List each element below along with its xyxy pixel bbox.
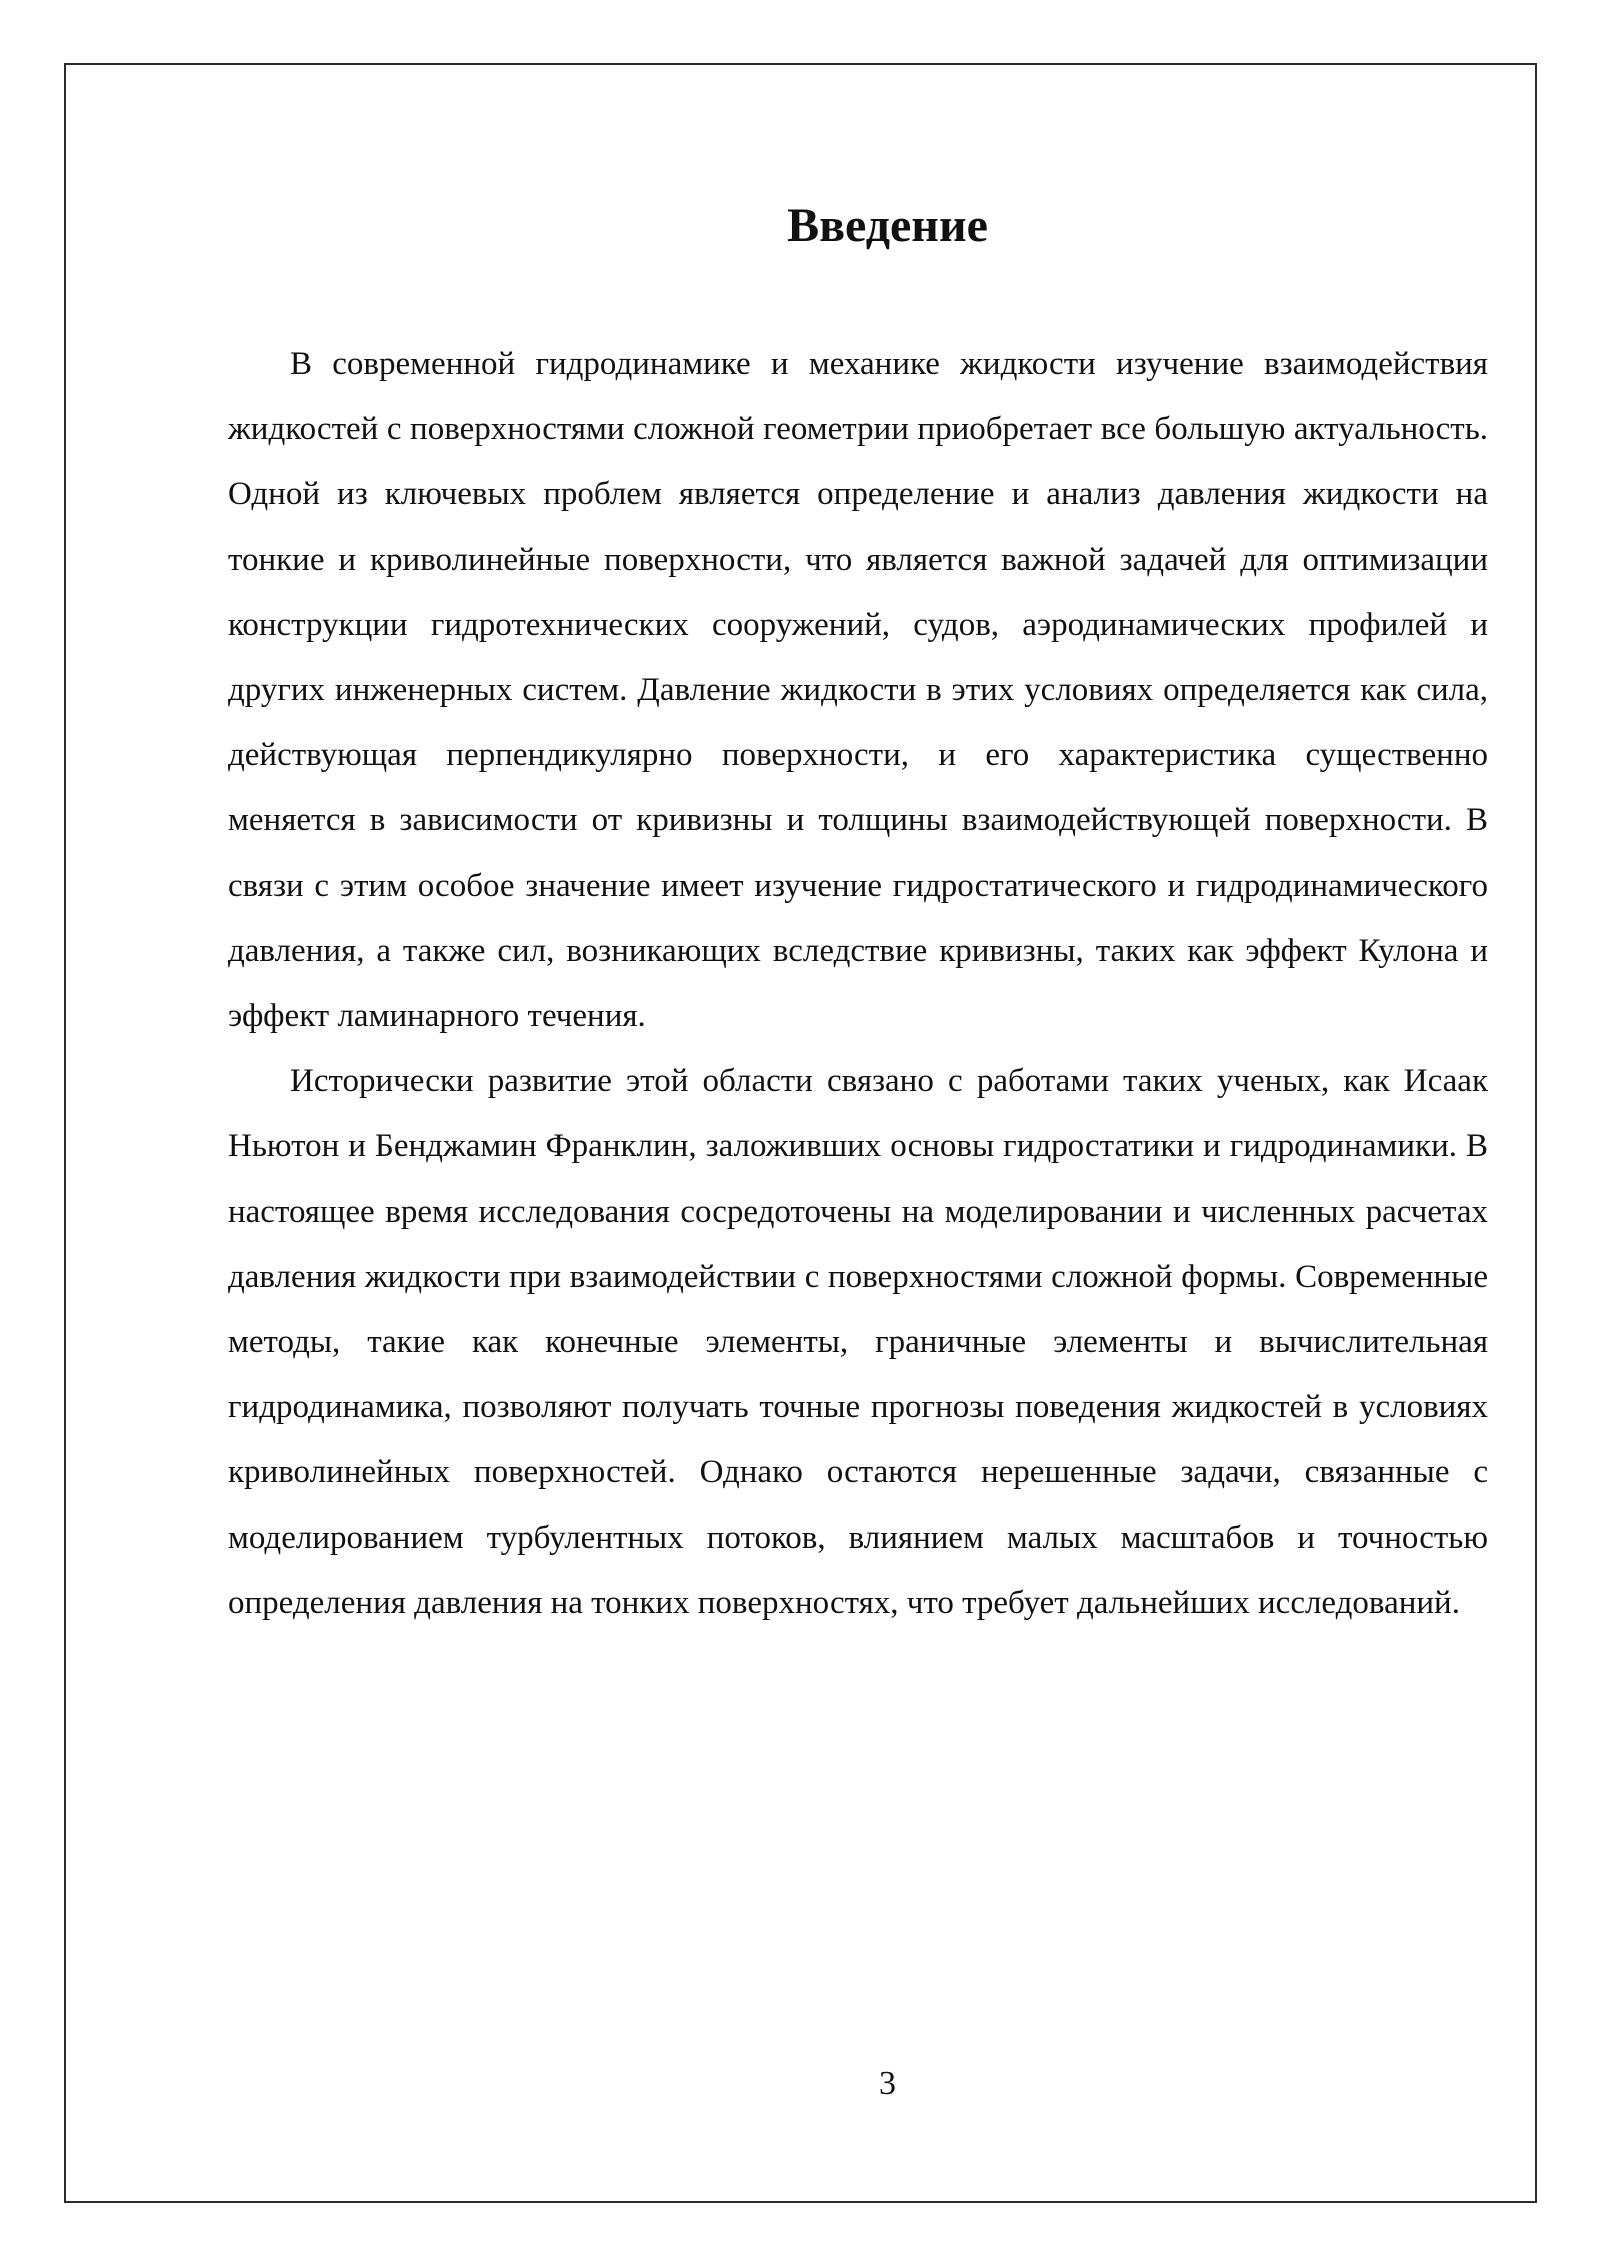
document-body <box>228 332 1488 1636</box>
page-title: Введение <box>787 199 988 252</box>
page-number: 3 <box>879 2065 896 2102</box>
paragraph-history: Исторически развитие этой области связано с работами таких ученых, как Исаак Ньютон и Бенджамин Франклин, заложивших основы гидростатики и гидродинамики. В настоящее время исследования сосредоточены на моделировании и численных расчетах давления жидкости при взаимодействии с поверхностями сложной формы. Современные методы, такие как конечные элементы, граничные элементы и вычислительная гидродинамика, позволяют получать точные прогнозы поведения жидкостей в условиях криволинейных поверхностей. Однако остаются нерешенные задачи, связанные с моделированием турбулентных потоков, влиянием малых масштабов и точностью определения давления на тонких поверхностях, что требует дальнейших исследований. <box>228 1063 1488 1621</box>
paragraph-intro: В современной гидродинамике и механике жидкости изучение взаимодействия жидкостей с поверхностями сложной геометрии приобретает все большую актуальность. Одной из ключевых проблем является определение и анализ давления жидкости на тонкие и криволинейные поверхности, что является важной задачей для оптимизации конструкции гидротехнических сооружений, судов, аэродинамических профилей и других инженерных систем. Давление жидкости в этих условиях определяется как сила, действующая перпендикулярно поверхности, и его характеристика существенно меняется в зависимости от кривизны и толщины взаимодействующей поверхности. В связи с этим особое значение имеет изучение гидростатического и гидродинамического давления, а также сил, возникающих вследствие кривизны, таких как эффект Кулона и эффект ламинарного течения. <box>228 346 1488 1035</box>
